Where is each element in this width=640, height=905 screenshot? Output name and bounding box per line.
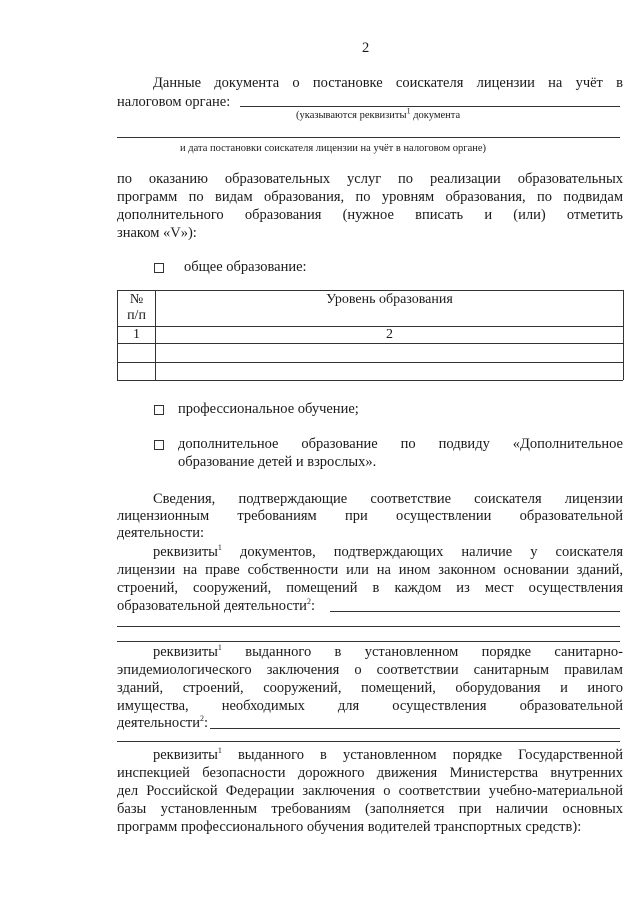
- req1-line-1: реквизиты$^1$ документов, подтверждающих наличие у соискателя: [153, 543, 623, 560]
- tax-line-1: Данные документа о постановке соискателя лицензии на учёт в: [153, 75, 623, 91]
- req1-fill-line-2[interactable]: [117, 626, 620, 627]
- tax-fill-line-2[interactable]: [117, 137, 620, 138]
- additional-education-line-1: дополнительное образование по подвиду «Дополнительное: [178, 436, 623, 452]
- table-cell-row-number: 1: [133, 327, 140, 342]
- req2-fill-line-1[interactable]: [210, 728, 620, 729]
- services-line-1: по оказанию образовательных услуг по реализации образовательных: [117, 171, 623, 187]
- table-header-number: № п/п: [127, 292, 146, 323]
- professional-training-checkbox[interactable]: [154, 405, 164, 415]
- info-line-1: Сведения, подтверждающие соответствие соискателя лицензии: [153, 491, 623, 507]
- table-cell-input-1[interactable]: [156, 344, 623, 361]
- table-border-right: [623, 290, 624, 380]
- req3-line-3: дел Российской Федерации заключения о соответствии учебно-материальной: [117, 783, 623, 799]
- services-line-3: дополнительного образования (нужное вписать и (или) отметить: [117, 207, 623, 223]
- professional-training-label: профессиональное обучение;: [178, 401, 359, 417]
- req1-line-4: образовательной деятельности$^2$:: [117, 597, 315, 614]
- general-education-checkbox[interactable]: [154, 263, 164, 273]
- req3-line-5: программ профессионального обучения водителей транспортных средств):: [117, 819, 582, 835]
- info-line-2: лицензионным требованиям при осуществлении образовательной: [117, 508, 623, 524]
- req2-line-1: реквизиты$^1$ выданного в установленном порядке санитарно-: [153, 643, 623, 660]
- services-line-4: знаком «V»):: [117, 225, 197, 241]
- req3-line-4: базы установленным требованиям (заполняется при наличии основных: [117, 801, 623, 817]
- tax-fill-line-1[interactable]: [240, 106, 620, 107]
- table-header-level: Уровень образования: [326, 292, 453, 307]
- req2-line-2: эпидемиологического заключения о соответствии санитарным правилам: [117, 662, 623, 678]
- req3-line-2: инспекцией безопасности дорожного движения Министерства внутренних: [117, 765, 623, 781]
- table-cell-input-2[interactable]: [156, 363, 623, 380]
- additional-education-checkbox[interactable]: [154, 440, 164, 450]
- req2-line-4: имущества, необходимых для осуществления образовательной: [117, 698, 623, 714]
- req2-line-5: деятельности$^2$:: [117, 714, 209, 731]
- table-cell-row-level: 2: [386, 327, 393, 342]
- tax-caption-1: (указываются реквизиты$^1$ документа: [296, 106, 461, 121]
- general-education-label: общее образование:: [184, 259, 307, 275]
- req1-line-3: строений, сооружений, помещений в каждом из мест осуществления: [117, 580, 623, 596]
- services-line-2: программ по видам образования, по уровням образования, по подвидам: [117, 189, 623, 205]
- page-number: 2: [362, 40, 370, 56]
- req1-fill-line-1[interactable]: [330, 611, 620, 612]
- req2-line-3: зданий, строений, сооружений, помещений, оборудования и иного: [117, 680, 623, 696]
- table-border-bottom: [117, 380, 623, 381]
- req1-line-2: лицензии на праве собственности или на ином законном основании зданий,: [117, 562, 623, 578]
- info-line-3: деятельности:: [117, 525, 205, 541]
- additional-education-line-2: образование детей и взрослых».: [178, 454, 377, 470]
- req1-fill-line-3[interactable]: [117, 641, 620, 642]
- req3-line-1: реквизиты$^1$ выданного в установленном порядке Государственной: [153, 746, 623, 763]
- tax-caption-2: и дата постановки соискателя лицензии на учёт в налоговом органе): [180, 143, 487, 154]
- req2-fill-line-2[interactable]: [117, 741, 620, 742]
- table-border-top: [117, 290, 623, 291]
- tax-line-2: налоговом органе:: [117, 94, 231, 110]
